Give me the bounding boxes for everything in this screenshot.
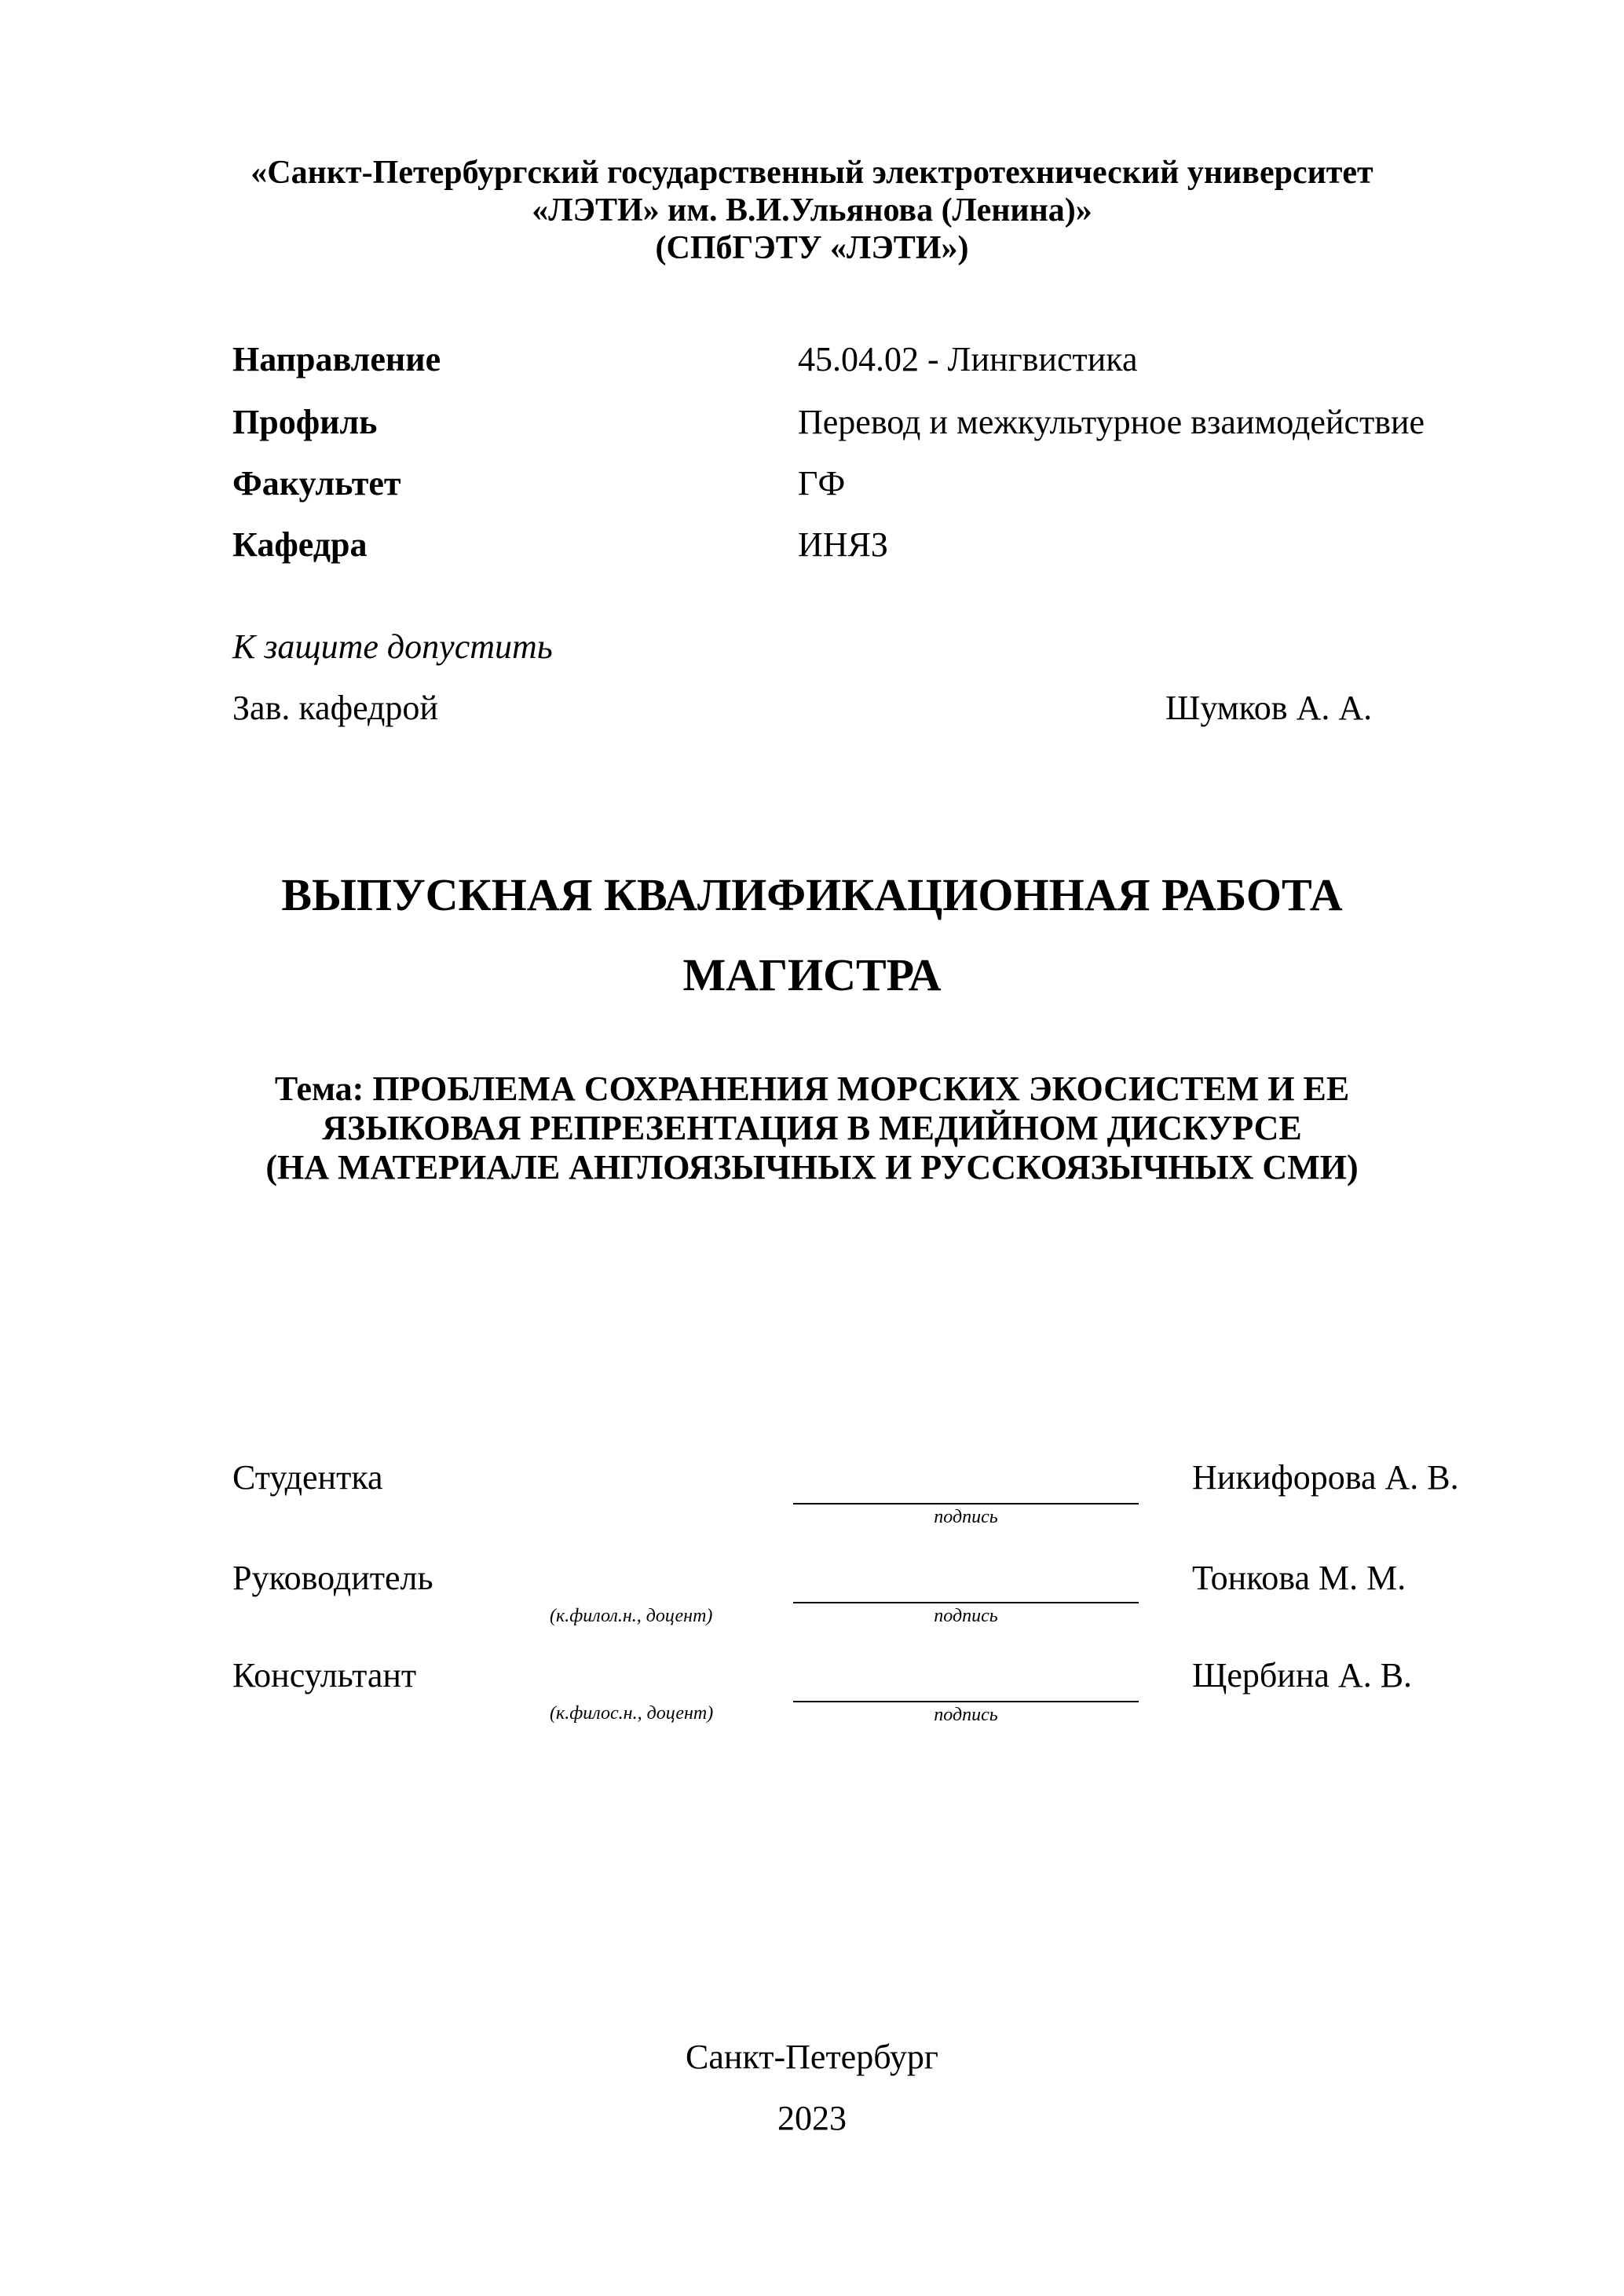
student-signature-caption: подпись <box>934 1507 998 1527</box>
supervisor-signature-line <box>793 1602 1139 1603</box>
topic-line-2: ЯЗЫКОВАЯ РЕПРЕЗЕНТАЦИЯ В МЕДИЙНОМ ДИСКУРСЕ <box>322 1109 1302 1147</box>
city: Санкт-Петербург <box>686 2038 938 2076</box>
student-label: Студентка <box>232 1458 383 1497</box>
supervisor-degree: (к.филол.н., доцент) <box>550 1606 713 1626</box>
direction-value: 45.04.02 - Лингвистика <box>798 340 1138 378</box>
university-header <box>0 154 1624 267</box>
university-abbreviation: (СПбГЭТУ «ЛЭТИ») <box>655 230 969 266</box>
faculty-value: ГФ <box>798 464 846 503</box>
admit-text: К защите допустить <box>232 627 553 666</box>
consultant-degree: (к.филос.н., доцент) <box>550 1703 714 1724</box>
consultant-signature-line <box>793 1701 1139 1702</box>
direction-label: Направление <box>232 340 441 378</box>
consultant-label: Консультант <box>232 1656 417 1695</box>
head-of-department-name: Шумков А. А. <box>1165 689 1373 727</box>
faculty-label: Факультет <box>232 464 401 503</box>
profile-value: Перевод и межкультурное взаимодействие <box>798 403 1425 441</box>
supervisor-signature-caption: подпись <box>934 1606 998 1626</box>
supervisor-name: Тонкова М. М. <box>1192 1559 1406 1597</box>
consultant-name: Щербина А. В. <box>1192 1656 1413 1695</box>
consultant-signature-caption: подпись <box>934 1705 998 1725</box>
department-label: Кафедра <box>232 525 368 564</box>
profile-label: Профиль <box>232 403 378 441</box>
department-value: ИНЯЗ <box>798 525 888 564</box>
work-title-line-1: ВЫПУСКНАЯ КВАЛИФИКАЦИОННАЯ РАБОТА <box>281 869 1343 920</box>
university-name-line-2: «ЛЭТИ» им. В.И.Ульянова (Ленина)» <box>532 192 1092 229</box>
topic-line-1: Тема: ПРОБЛЕМА СОХРАНЕНИЯ МОРСКИХ ЭКОСИСТЕМ И ЕЕ <box>274 1069 1350 1108</box>
student-signature-line <box>793 1503 1139 1504</box>
student-name: Никифорова А. В. <box>1192 1458 1459 1497</box>
year: 2023 <box>777 2099 847 2137</box>
university-name-line-1: «Санкт-Петербургский государственный электротехнический университет <box>251 155 1373 191</box>
head-of-department-label: Зав. кафедрой <box>232 689 438 727</box>
work-title-line-2: МАГИСТРА <box>682 949 942 1000</box>
topic-block <box>0 1069 1624 1187</box>
topic-line-3: (НА МАТЕРИАЛЕ АНГЛОЯЗЫЧНЫХ И РУССКОЯЗЫЧНЫХ СМИ) <box>265 1148 1359 1186</box>
supervisor-label: Руководитель <box>232 1559 433 1597</box>
